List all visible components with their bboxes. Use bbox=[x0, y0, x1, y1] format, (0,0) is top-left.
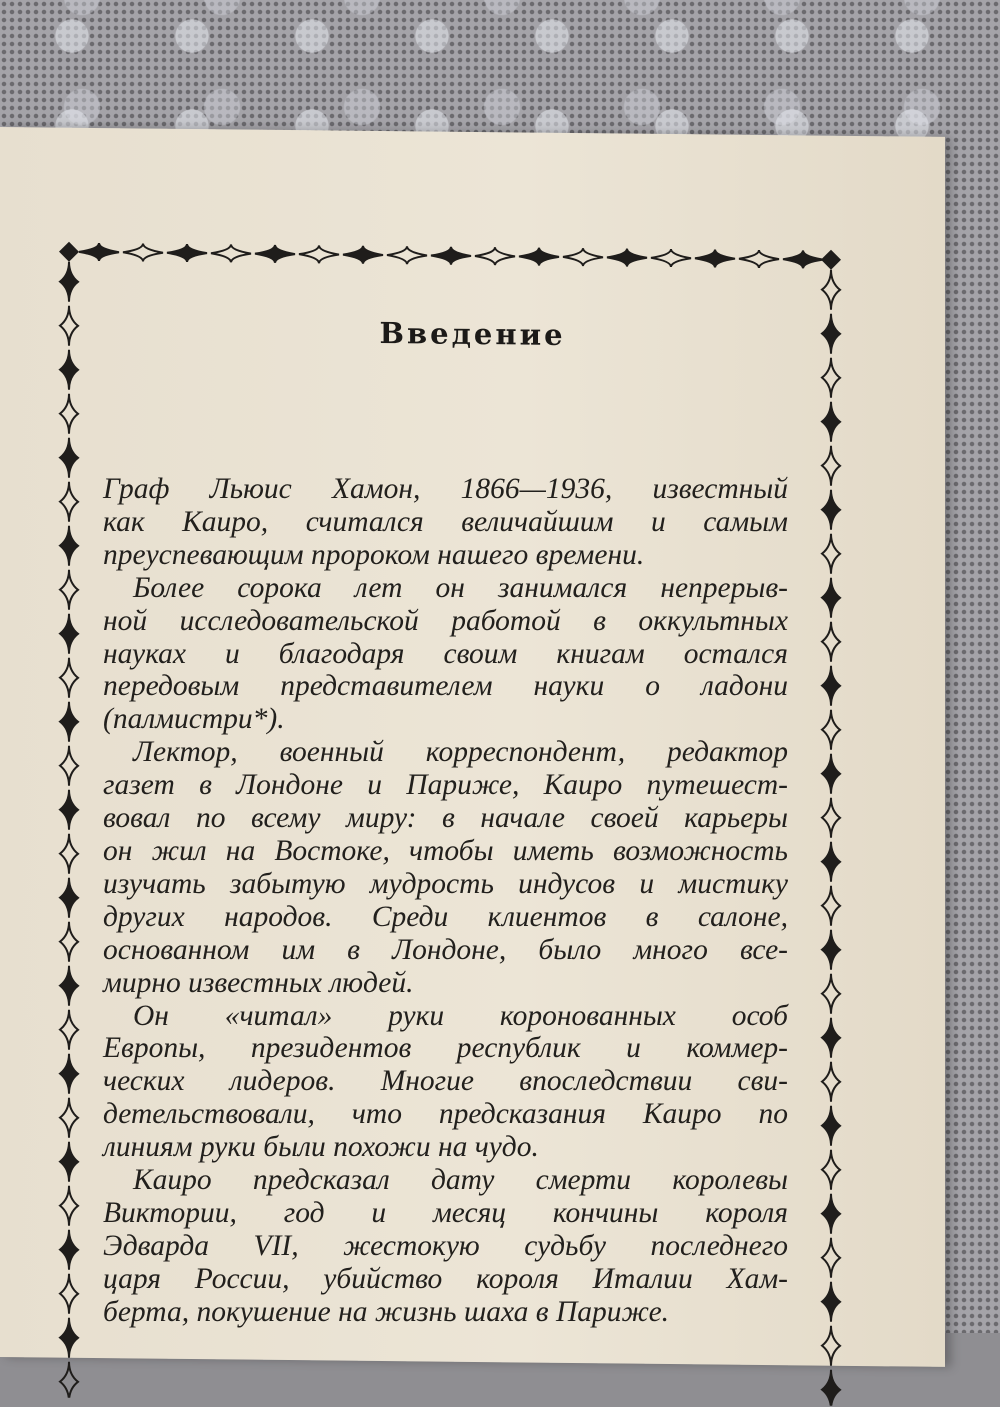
paragraph-line: науках и благодаря своим книгам остался bbox=[103, 637, 788, 670]
paragraph-line: берта, покушение на жизнь шаха в Париже. bbox=[103, 1295, 670, 1328]
chapter-title: Введение bbox=[379, 315, 566, 352]
paragraph-line: Виктории, год и месяц кончины короля bbox=[103, 1196, 788, 1229]
paragraph-line: детельствовали, что предсказания Каиро по bbox=[103, 1098, 788, 1131]
paragraph-line: изучать забытую мудрость индусов и мистику bbox=[103, 867, 788, 900]
paragraph-line: Каиро предсказал дату смерти королевы bbox=[133, 1164, 788, 1197]
body-text bbox=[103, 473, 788, 1329]
paragraph-line: Граф Льюис Хамон, 1866—1936, известный bbox=[103, 473, 788, 505]
paragraph-line: других народов. Среди клиентов в салоне, bbox=[103, 900, 788, 933]
paragraph-line: ческих лидеров. Многие впоследствии сви- bbox=[103, 1065, 788, 1098]
paragraph-line: газет в Лондоне и Париже, Каиро путешест- bbox=[103, 769, 788, 802]
paragraph-line: Эдварда VII, жестокую судьбу последнего bbox=[103, 1229, 788, 1262]
paragraph-line: мирно известных людей. bbox=[103, 966, 414, 999]
paragraph-line: он жил на Востоке, чтобы иметь возможность bbox=[103, 834, 788, 867]
paragraph-line: царя России, убийство короля Италии Хам- bbox=[103, 1262, 788, 1295]
paragraph-line: передовым представителем науки о ладони bbox=[103, 670, 788, 703]
paragraph-line: как Каиро, считался величайшим и самым bbox=[103, 505, 788, 538]
paragraph-line: преуспевающим пророком нашего времени. bbox=[103, 538, 645, 571]
paragraph-line: Он «читал» руки коронованных особ bbox=[133, 999, 788, 1032]
paragraph-line: Лектор, военный корреспондент, редактор bbox=[133, 736, 788, 769]
paragraph-line: ной исследовательской работой в оккультных bbox=[103, 604, 788, 637]
paragraph-line: линиям руки были похожи на чудо. bbox=[103, 1131, 539, 1164]
paragraph-line: основанном им в Лондоне, было много все- bbox=[103, 933, 788, 966]
paragraph-line: Более сорока лет он занимался непрерыв- bbox=[133, 571, 788, 604]
paragraph-line: (палмистри*). bbox=[103, 703, 285, 736]
paragraph-line: Европы, президентов республик и коммер- bbox=[103, 1032, 788, 1065]
paragraph-line: вовал по всему миру: в начале своей карьеры bbox=[103, 802, 788, 835]
